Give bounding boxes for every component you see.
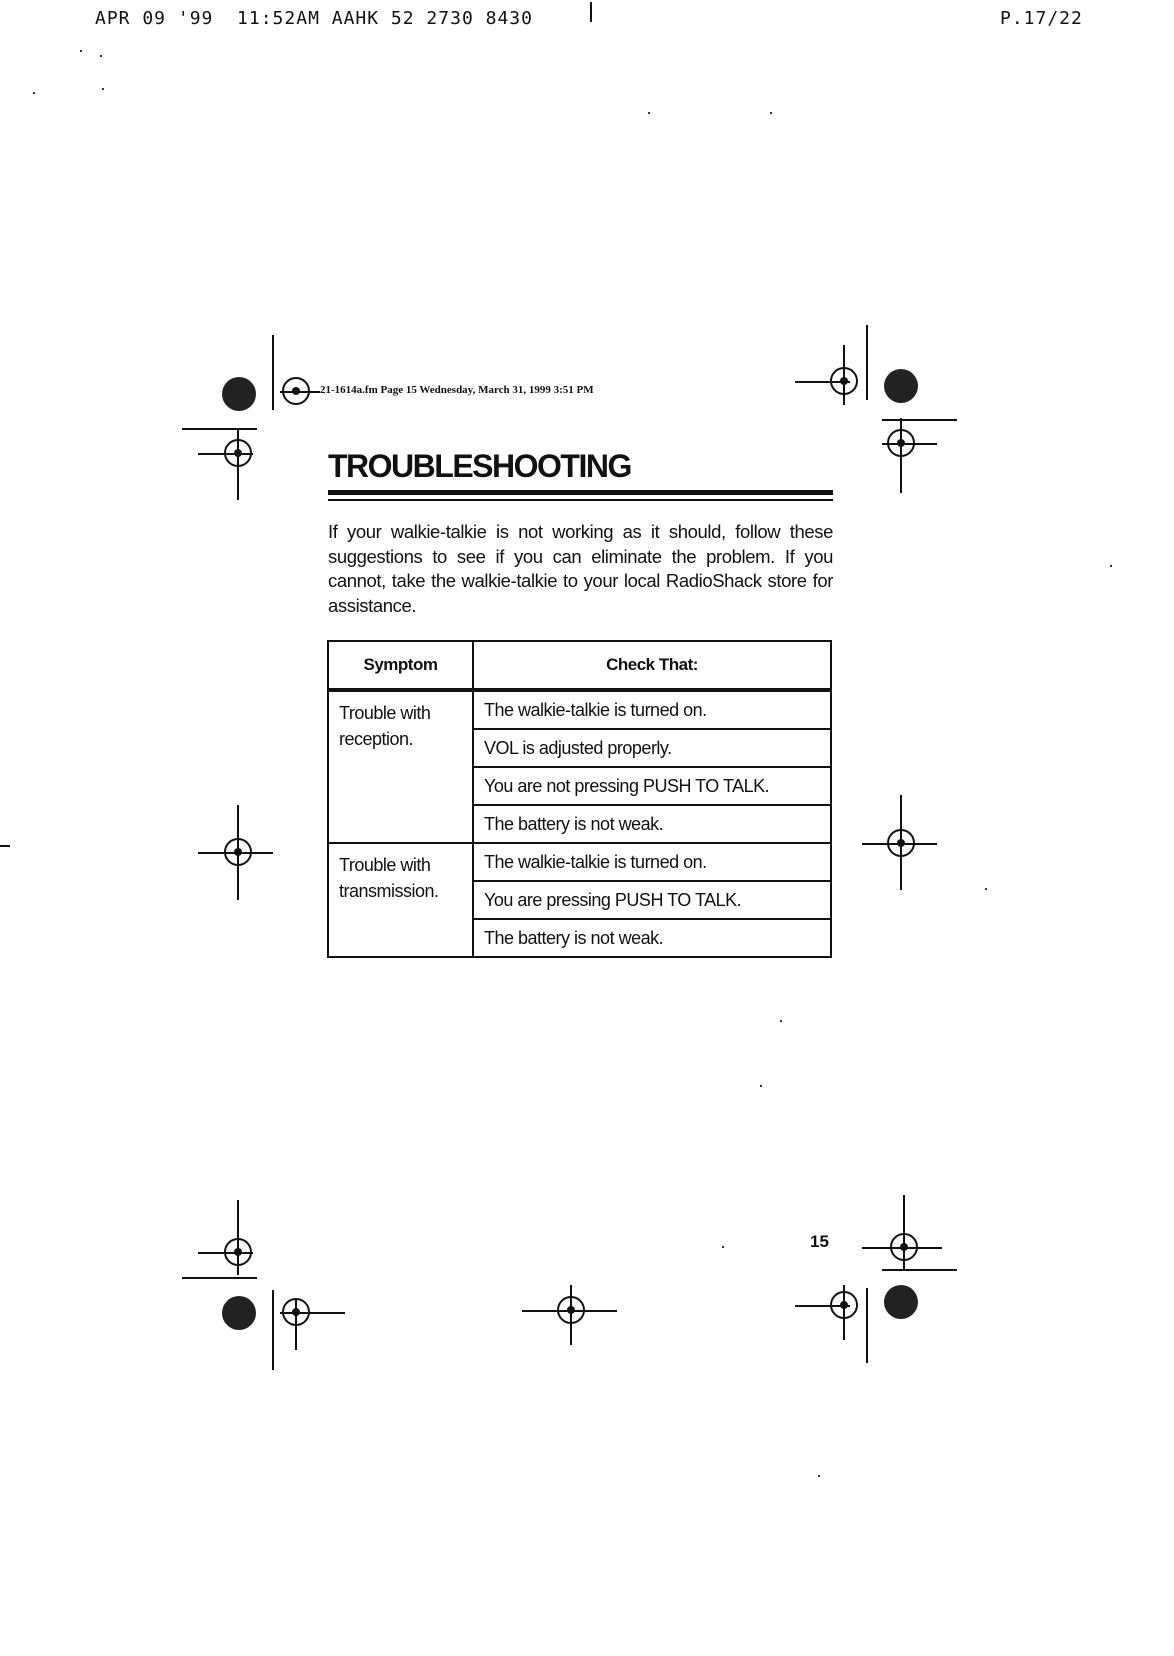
- check-cell: You are not pressing PUSH TO TALK.: [473, 767, 831, 805]
- check-header: Check That:: [473, 641, 831, 690]
- check-cell: VOL is adjusted properly.: [473, 729, 831, 767]
- registration-blot-icon: [222, 377, 256, 411]
- check-cell: You are pressing PUSH TO TALK.: [473, 881, 831, 919]
- page-number: 15: [810, 1232, 829, 1251]
- registration-blot-icon: [222, 1296, 256, 1330]
- table-row: [328, 690, 831, 729]
- check-cell: The walkie-talkie is turned on.: [473, 843, 831, 881]
- symptom-cell: Trouble with reception.: [328, 690, 473, 843]
- title-rule-thin: [328, 499, 833, 501]
- table-row: [328, 843, 831, 881]
- troubleshooting-table: [327, 640, 832, 958]
- fax-page-counter: P.17/22: [1000, 8, 1083, 29]
- fax-header: APR 09 '99 11:52AM AAHK 52 2730 8430: [95, 8, 533, 29]
- table-header-row: [328, 641, 831, 690]
- registration-blot-icon: [884, 1285, 918, 1319]
- fax-divider-tick: [590, 2, 592, 22]
- check-cell: The battery is not weak.: [473, 805, 831, 843]
- intro-paragraph: If your walkie-talkie is not working as it should, follow these suggestions to see if you can eliminate the problem. If you cannot, take the walkie-talkie to your local RadioShack store for assistance.: [328, 521, 833, 616]
- symptom-cell: Trouble with transmission.: [328, 843, 473, 957]
- registration-blot-icon: [884, 369, 918, 403]
- symptom-header: Symptom: [328, 641, 473, 690]
- page-title: TROUBLESHOOTING: [328, 448, 631, 484]
- check-cell: The walkie-talkie is turned on.: [473, 690, 831, 729]
- print-slug: 21-1614a.fm Page 15 Wednesday, March 31, 1999 3:51 PM: [320, 384, 594, 396]
- title-rule: [328, 490, 833, 495]
- check-cell: The battery is not weak.: [473, 919, 831, 957]
